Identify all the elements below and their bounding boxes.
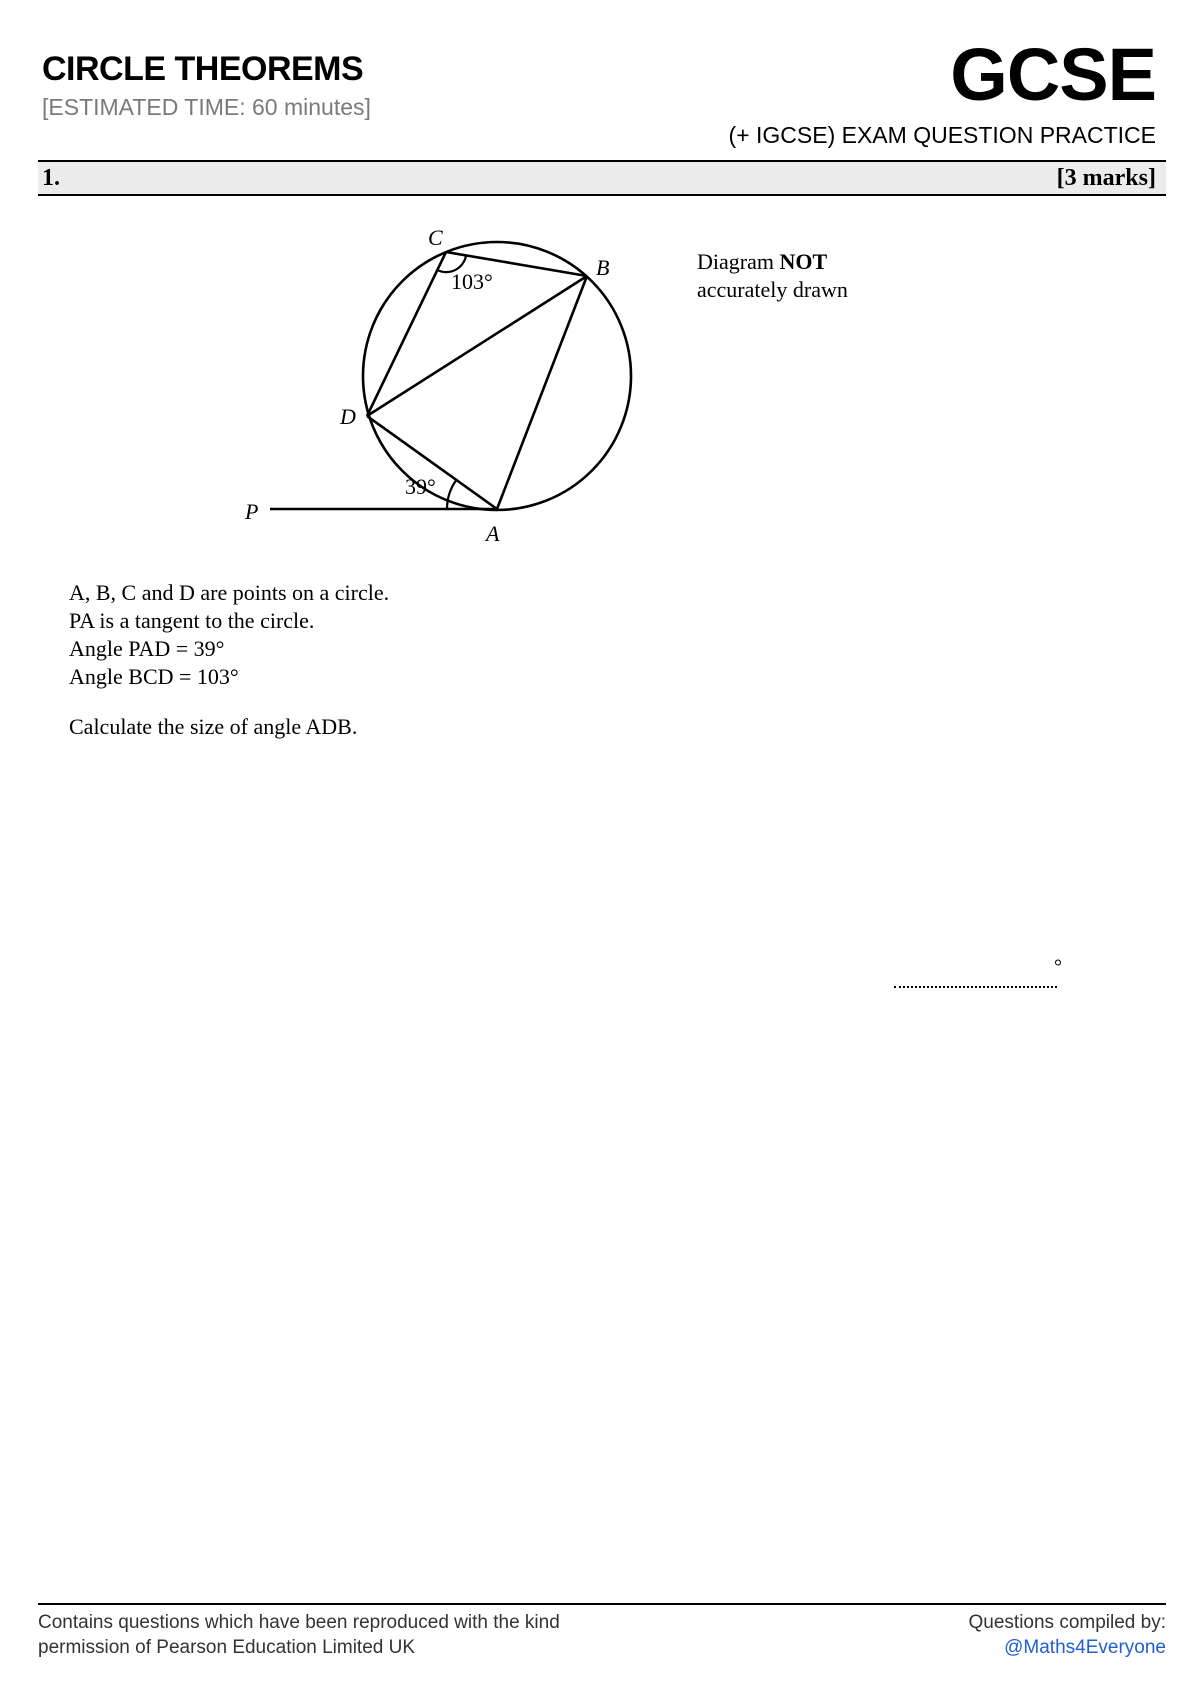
answer-line[interactable] [894,986,1057,988]
angle-arc-a [447,480,456,509]
footer-divider [38,1603,1166,1605]
diagram-note [697,248,848,304]
footer-left-line1: Contains questions which have been reproduced with the kind [38,1612,560,1633]
label-a: A [486,521,500,546]
brand-title: GCSE [950,33,1156,116]
chord-ba [497,276,587,509]
page-title: CIRCLE THEOREMS [42,50,364,88]
footer-right-line1: Questions compiled by: [968,1612,1166,1633]
statement-points: A, B, C and D are points on a circle. [69,580,390,605]
footer-left-line2: permission of Pearson Education Limited UK [38,1637,416,1658]
note-bold: NOT [779,249,828,274]
circle-diagram [0,0,1200,560]
label-d: D [340,404,356,429]
footer-copyright [38,1610,560,1660]
footer-credits [969,1610,1167,1660]
angle-label-c: 103° [451,269,493,294]
question-marks: [3 marks] [1056,165,1156,191]
question-body [69,579,389,741]
note-text: Diagram [697,249,780,274]
angle-label-a: 39° [405,474,436,499]
statement-angle-pad: Angle PAD = 39° [69,636,225,661]
question-number: 1. [42,165,60,191]
label-c: C [428,225,443,250]
footer-handle-link[interactable]: @Maths4Everyone [1004,1637,1166,1658]
question-prompt: Calculate the size of angle ADB. [69,714,358,739]
brand-subtitle: (+ IGCSE) EXAM QUESTION PRACTICE [728,122,1156,148]
note-line2: accurately drawn [697,277,848,302]
label-p: P [245,499,259,524]
estimated-time: [ESTIMATED TIME: 60 minutes] [42,94,371,120]
answer-degree-unit: ° [1054,956,1062,978]
circle [363,242,631,510]
statement-tangent: PA is a tangent to the circle. [69,608,315,633]
statement-angle-bcd: Angle BCD = 103° [69,664,239,689]
label-b: B [596,255,610,280]
